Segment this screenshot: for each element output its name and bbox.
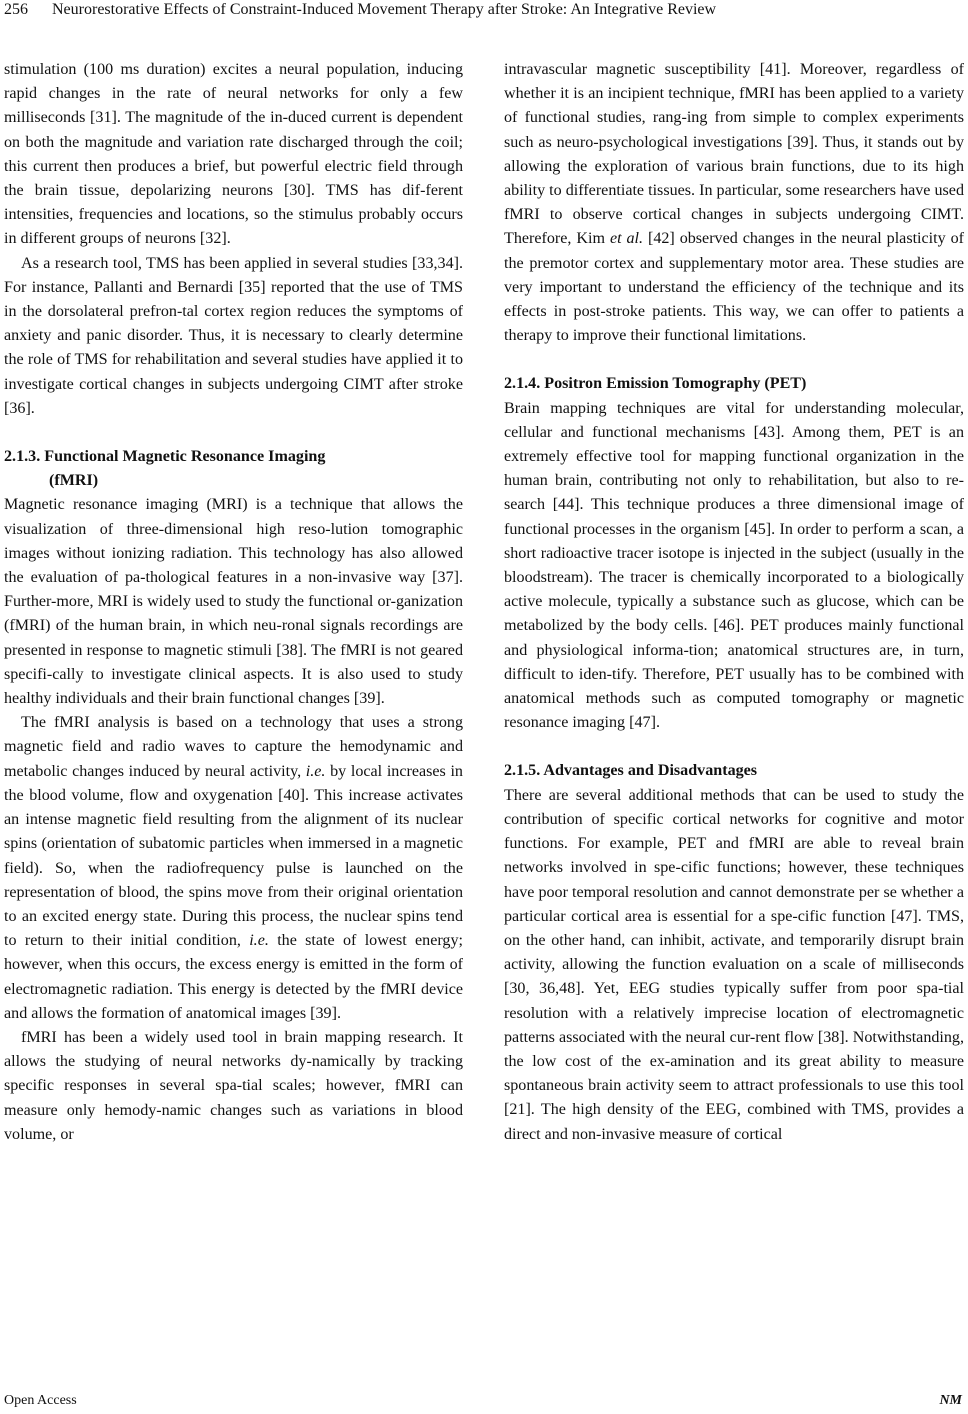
text-segment: by local increases in the blood volume, flow and oxygenation [40]. This increase activates an intense magnetic field resulting from the alignment of its nuclear spins (orientation of subatomic particles when immersed in a magnetic field). So, when the radiofrequency pulse is launched on the representation of blood, the spins move from their original orientation to an excited energy state. During this process, the nuclear spins tend to return to their initial condition, (4, 762, 463, 950)
left-column (4, 58, 463, 1147)
text-segment: [42] observed changes in the neural plasticity of the premotor cortex and supplementary motor area. These studies are very important to understand the efficiency of the technique and its effects in post-stroke patients. This way, we can offer to patients a therapy to improve their functional limitations. (504, 230, 964, 345)
paragraph-tms-research-tool: As a research tool, TMS has been applied in several studies [33,34]. For instance, Pallanti and Bernardi [35] reported that the use of TMS in the dorsolateral prefron-tal cortex region reduces the symptoms of anxiety and panic disorder. Thus, it is necessary to clearly determine the role of TMS for rehabilitation and several studies have applied it to investigate cortical changes in subjects undergoing CIMT after stroke [36]. (4, 254, 463, 417)
text-segment: the state of lowest energy; however, when this occurs, the excess energy is emitted in the form of electromagnetic radiation. This energy is detected by the fMRI device and allows the formation of anatomical images [39]. (4, 932, 463, 1022)
open-access-label: Open Access (4, 1393, 77, 1408)
section-heading-fmri (4, 445, 463, 493)
paragraph-pet: Brain mapping techniques are vital for understanding molecular, cellular and functional mechanisms [43]. Among them, PET is an extremely effective tool for mapping functional organization in the human brain, contributing not only to rehabilitation, but also to re-search [44]. This technique produces a three dimensional image of functional processes in the organism [45]. In order to perform a scan, a short radioactive tracer isotope is injected in the subject (usually in the bloodstream). The tracer is chemically incorporated to a biologically active molecule, typically a substance such as glucose, which can be metabolized by the body cells. [46]. PET produces mainly functional and physiological informa-tion; anatomical structures are, in turn, difficult to iden-tify. Therefore, PET usually has to be combined with anatomical methods such as computed tomography or magnetic resonance imaging [47]. (504, 399, 964, 732)
paragraph-tms-stimulation: stimulation (100 ms duration) excites a neural population, inducing rapid changes in the rate of neural networks for only a few milliseconds [31]. The magnitude of the in-duced current is dependent on both the magnitude and variation rate discharged through the coil; this current then produces a brief, but powerful electric field through the brain tissue, depolarizing neurons [30]. TMS has dif-ferent intensities, frequencies and locations, so the stimulus probably occurs in different groups of neurons [32]. (4, 61, 463, 248)
paragraph-fmri-analysis (4, 711, 463, 1026)
italic-ie: i.e. (249, 932, 269, 950)
paragraph-mri-intro: Magnetic resonance imaging (MRI) is a technique that allows the visualization of three-dimensional high reso-lution tomographic images without ionizing radiation. This technology has also allowed the evaluation of pa-thological features in a non-invasive way [37]. Further-more, MRI is widely used to study the functional or-ganization (fMRI) of the human brain, in which neu-ronal signals recordings are presented in response to magnetic stimuli [38]. The fMRI is not geared specifi-cally to investigate clinical aspects. It is also used to study healthy individuals and their brain functional changes [39]. (4, 496, 463, 708)
page-number: 256 (4, 1, 28, 18)
text-segment: intravascular magnetic susceptibility [41]. Moreover, regardless of whether it is an incipient technique, fMRI has been applied to a variety of functional studies, rang-ing from simple to complex experiments such as neuro-psychological investigations [39]. Thus, it stands out by allowing the exploration of various brain functions, due to its high ability to differentiate tissues. In particular, some researchers have used fMRI to observe cortical changes in subjects undergoing CIMT. Therefore, Kim (504, 61, 964, 248)
journal-abbreviation: NM (939, 1393, 962, 1408)
section-heading-pet: 2.1.4. Positron Emission Tomography (PET) (504, 375, 807, 393)
italic-et-al: et al. (609, 230, 644, 248)
running-title: Neurorestorative Effects of Constraint-Induced Movement Therapy after Stroke: An Integrative Review (52, 1, 717, 18)
paragraph-advantages: There are several additional methods that can be used to study the contribution of specific cortical networks for cognitive and motor functions. For example, PET and fMRI are able to reveal brain networks involved in spe-cific functions; however, these techniques have poor temporal resolution and cannot demonstrate per se whether a particular cortical area is essential for a spe-cific function [47]. TMS, on the other hand, can inhibit, activate, and temporarily disrupt brain activity, allowing the function evaluation on a scale of milliseconds [30, 36,48]. Yet, EEG studies typically suffer from poor spa-tial resolution with a relatively imprecise location of electromagnetic patterns associated with the neural cur-rent flow [38]. Notwithstanding, the low cost of the ex-amination and its great ability to measure spontaneous brain activity seem to attract professionals to use this tool [21]. The high density of the EEG, combined with TMS, provides a direct and non-invasive measure of cortical (504, 786, 965, 1143)
right-column (504, 58, 964, 1147)
section-heading-fmri-line2: (fMRI) (49, 472, 99, 490)
page-header (0, 0, 968, 30)
section-heading-advantages: 2.1.5. Advantages and Disadvantages (504, 762, 758, 780)
page-footer (0, 1392, 968, 1414)
paragraph-fmri-continued (504, 58, 964, 348)
section-heading-fmri-line1: 2.1.3. Functional Magnetic Resonance Imaging (4, 448, 326, 466)
italic-ie: i.e. (305, 762, 326, 780)
paragraph-fmri-mapping: fMRI has been a widely used tool in brain mapping research. It allows the studying of neural networks dy-namically by tracking specific responses in several spa-tial scales; however, fMRI can measure only hemody-namic changes such as variations in blood volume, or (4, 1028, 463, 1143)
text-segment: The fMRI analysis is based on a technology that uses a strong magnetic field and radio waves to capture the hemodynamic and metabolic changes induced by neural activity, (4, 714, 463, 780)
